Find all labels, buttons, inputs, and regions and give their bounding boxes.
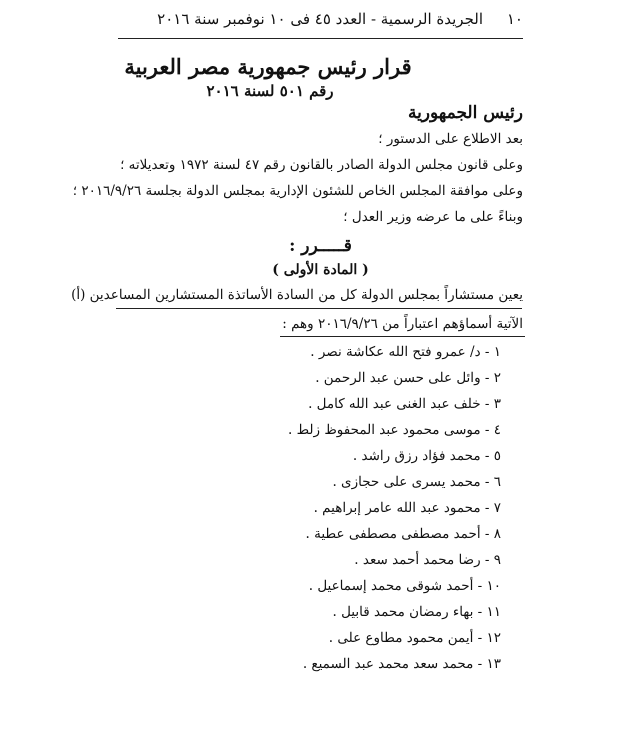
text-underline <box>280 336 525 337</box>
list-item: ٩ - رضا محمد أحمد سعد . <box>354 552 501 568</box>
list-item: ٥ - محمد فؤاد رزق راشد . <box>352 448 501 464</box>
gazette-issue-title: الجريدة الرسمية - العدد ٤٥ فى ١٠ نوفمبر سنة ٢٠١٦ <box>157 10 483 28</box>
decree-number: رقم ٥٠١ لسنة ٢٠١٦ <box>206 82 334 100</box>
list-item: ٦ - محمد يسرى على حجازى . <box>332 474 501 490</box>
list-item: ٣ - خلف عبد الغنى عبد الله كامل . <box>308 396 501 412</box>
decided-heading: قـــــرر : <box>289 236 352 256</box>
list-item: ٢ - وائل على حسن عبد الرحمن . <box>315 370 501 386</box>
page-number: ١٠ <box>506 10 523 28</box>
article-heading: ( المادة الأولى ) <box>272 262 369 278</box>
list-item: ٧ - محمود عبد الله عامر إبراهيم . <box>313 500 501 516</box>
list-item: ٨ - أحمد مصطفى مصطفى عطية . <box>305 526 501 542</box>
preamble-line: وعلى موافقة المجلس الخاص للشئون الإدارية بمجلس الدولة بجلسة ٢٠١٦/٩/٢٦ ؛ <box>72 183 523 199</box>
list-item: ٤ - موسى محمود عبد المحفوظ زلط . <box>288 422 501 438</box>
preamble-line: وعلى قانون مجلس الدولة الصادر بالقانون رقم ٤٧ لسنة ١٩٧٢ وتعديلاته ؛ <box>120 157 523 173</box>
decree-issuer: رئيس الجمهورية <box>407 103 523 123</box>
article-text-line: يعين مستشاراً بمجلس الدولة كل من السادة الأساتذة المستشارين المساعدين (أ) <box>71 287 523 303</box>
list-item: ١١ - بهاء رمضان محمد قابيل . <box>332 604 501 620</box>
list-item: ١٠ - أحمد شوقى محمد إسماعيل . <box>308 578 501 594</box>
text-underline <box>116 308 522 309</box>
list-item: ١ - د/ عمرو فتح الله عكاشة نصر . <box>310 344 501 360</box>
preamble-line: وبناءً على ما عرضه وزير العدل ؛ <box>343 209 523 225</box>
preamble-line: بعد الاطلاع على الدستور ؛ <box>378 131 523 147</box>
header-divider <box>118 38 523 39</box>
list-item: ١٢ - أيمن محمود مطاوع على . <box>328 630 501 646</box>
list-item: ١٣ - محمد سعد محمد عبد السميع . <box>302 656 501 672</box>
decree-title: قرار رئيس جمهورية مصر العربية <box>124 54 412 79</box>
appointees-list <box>261 339 501 677</box>
page-header <box>118 10 523 32</box>
article-text-line: الآتية أسماؤهم اعتباراً من ٢٠١٦/٩/٢٦ وهم : <box>282 316 523 332</box>
